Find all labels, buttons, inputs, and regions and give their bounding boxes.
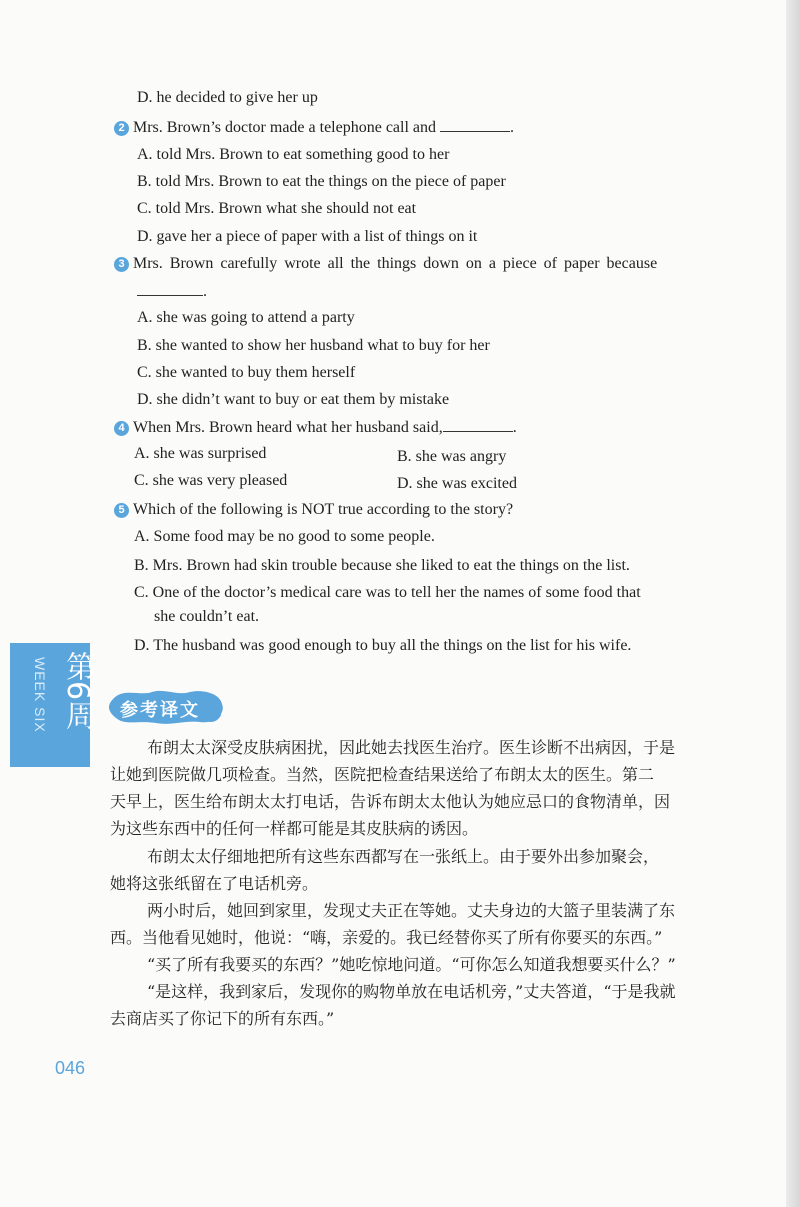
q4-stem-text: When Mrs. Brown heard what her husband said, bbox=[133, 419, 443, 436]
q5-option-c-continued: she couldn’t eat. bbox=[154, 608, 260, 625]
translation-line-4: 为这些东西中的任何一样都可能是其皮肤病的诱因。 bbox=[110, 819, 479, 838]
translation-line-5: 布朗太太仔细地把所有这些东西都写在一张纸上。由于要外出参加聚会， bbox=[147, 847, 660, 866]
q5-number-badge: 5 bbox=[114, 503, 129, 518]
q2-stem-end: . bbox=[510, 119, 515, 136]
q2-stem bbox=[114, 117, 514, 138]
page-binding-edge bbox=[786, 0, 800, 1207]
q3-number-badge: 3 bbox=[114, 257, 129, 272]
reference-translation-heading: 参考译文 bbox=[120, 700, 200, 721]
q4-number-badge: 4 bbox=[114, 421, 129, 436]
q4-stem-end: . bbox=[512, 419, 517, 436]
translation-line-6: 她将这张纸留在了电话机旁。 bbox=[110, 874, 319, 893]
translation-line-11: 去商店买了你记下的所有东西。” bbox=[110, 1009, 335, 1028]
q3-option-d: D. she didn’t want to buy or eat them by mistake bbox=[137, 391, 450, 408]
q2-answer-blank bbox=[440, 117, 510, 132]
q3-stem-end: . bbox=[203, 283, 207, 300]
q4-option-b: B. she was angry bbox=[397, 448, 507, 465]
q2-option-a: A. told Mrs. Brown to eat something good to her bbox=[137, 146, 450, 163]
q3-stem-text: Mrs. Brown carefully wrote all the things down on a piece of paper because bbox=[133, 255, 658, 272]
q2-option-b: B. told Mrs. Brown to eat the things on the piece of paper bbox=[137, 173, 506, 190]
q5-option-d: D. The husband was good enough to buy all the things on the list for his wife. bbox=[134, 637, 632, 654]
q5-stem-text: Which of the following is NOT true according to the story? bbox=[133, 501, 514, 518]
q2-option-c: C. told Mrs. Brown what she should not eat bbox=[137, 200, 417, 217]
translation-line-1: 布朗太太深受皮肤病困扰，因此她去找医生治疗。医生诊断不出病因，于是 bbox=[147, 738, 676, 757]
week-tab-chinese: 第6周 bbox=[60, 651, 95, 731]
q4-answer-blank bbox=[443, 417, 513, 432]
q4-option-c: C. she was very pleased bbox=[134, 472, 288, 489]
q4-option-a: A. she was surprised bbox=[134, 445, 267, 462]
week-tab-english: WEEK SIX bbox=[32, 657, 48, 733]
q3-option-c: C. she wanted to buy them herself bbox=[137, 364, 356, 381]
week-side-tab bbox=[10, 643, 95, 767]
q5-option-c: C. One of the doctor’s medical care was to tell her the names of some food that bbox=[134, 584, 641, 601]
q3-stem-continued bbox=[137, 281, 207, 302]
q3-stem bbox=[114, 254, 657, 274]
translation-line-9: “买了所有我要买的东西？”她吃惊地问道。“可你怎么知道我想要买什么？” bbox=[147, 955, 676, 974]
q1-option-d: D. he decided to give her up bbox=[137, 89, 318, 106]
q5-stem bbox=[114, 500, 513, 520]
translation-line-10: “是这样，我到家后，发现你的购物单放在电话机旁，”丈夫答道，“于是我就 bbox=[147, 982, 676, 1001]
q3-answer-blank bbox=[137, 281, 203, 296]
q5-option-a: A. Some food may be no good to some people. bbox=[134, 528, 435, 545]
q2-stem-text: Mrs. Brown’s doctor made a telephone call and bbox=[133, 119, 437, 136]
q3-option-a: A. she was going to attend a party bbox=[137, 309, 355, 326]
q5-option-b: B. Mrs. Brown had skin trouble because she liked to eat the things on the list. bbox=[134, 557, 630, 574]
translation-line-2: 让她到医院做几项检查。当然，医院把检查结果送给了布朗太太的医生。第二 bbox=[110, 765, 655, 784]
page-number: 046 bbox=[55, 1058, 86, 1078]
q2-number-badge: 2 bbox=[114, 121, 129, 136]
q4-option-d: D. she was excited bbox=[397, 475, 517, 492]
q3-option-b: B. she wanted to show her husband what to buy for her bbox=[137, 337, 490, 354]
reference-translation-badge bbox=[108, 690, 226, 726]
q2-option-d: D. gave her a piece of paper with a list of things on it bbox=[137, 228, 478, 245]
translation-line-7: 两小时后，她回到家里，发现丈夫正在等她。丈夫身边的大篮子里装满了东 bbox=[147, 901, 676, 920]
q4-stem bbox=[114, 417, 517, 438]
translation-line-3: 天早上，医生给布朗太太打电话，告诉布朗太太他认为她应忌口的食物清单，因 bbox=[110, 792, 671, 811]
translation-line-8: 西。当他看见她时，他说：“嗨，亲爱的。我已经替你买了所有你要买的东西。” bbox=[110, 928, 663, 947]
